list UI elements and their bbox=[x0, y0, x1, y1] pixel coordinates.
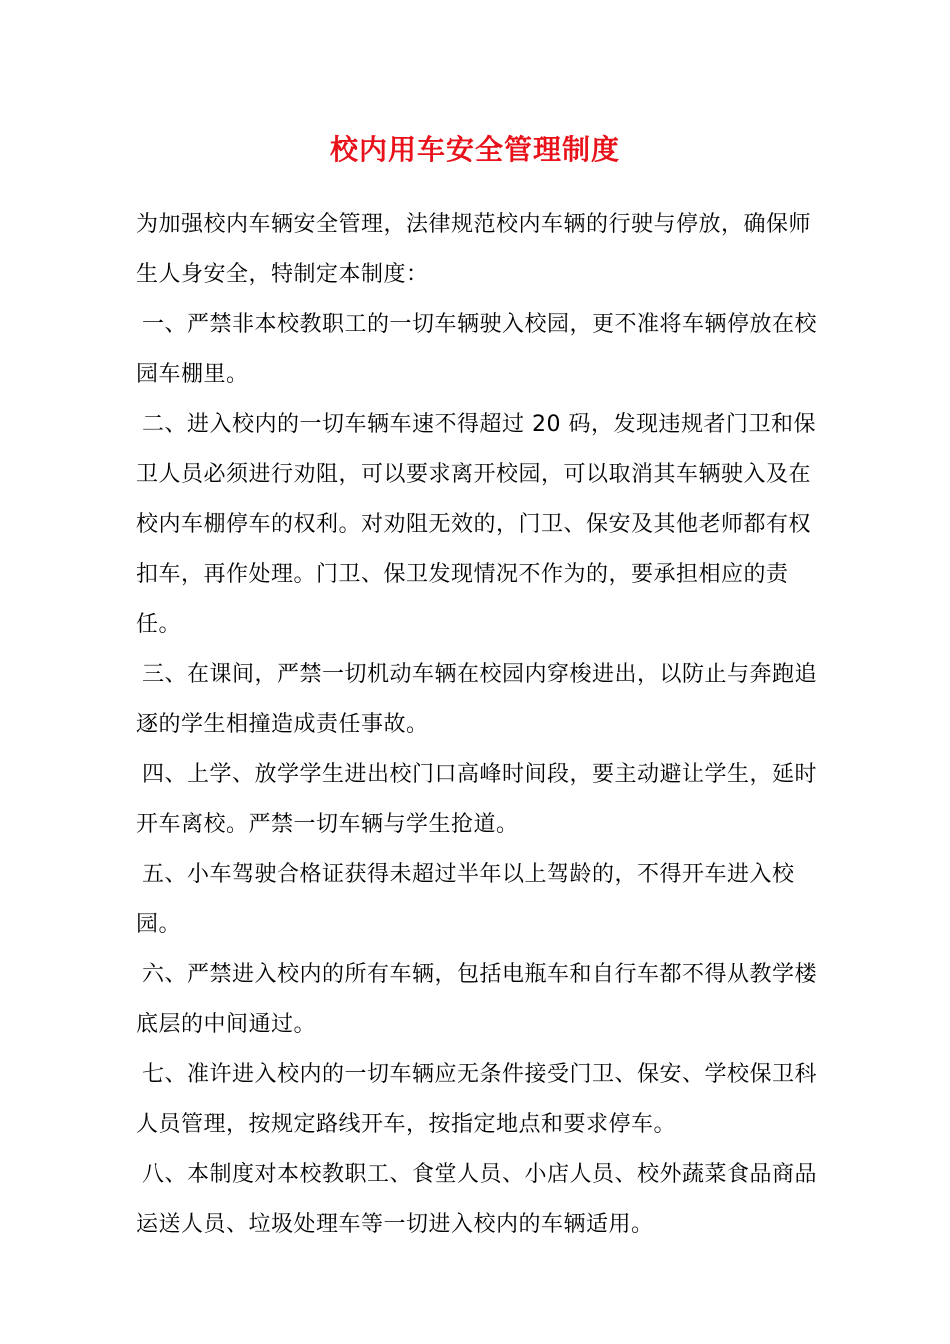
rule-item-6: 六、严禁进入校内的所有车辆，包括电瓶车和自行车都不得从教学楼底层的中间通过。 bbox=[136, 962, 818, 1037]
rule-item-3: 三、在课间，严禁一切机动车辆在校园内穿梭进出，以防止与奔跑追逐的学生相撞造成责任事故。 bbox=[136, 662, 818, 737]
intro-paragraph: 为加强校内车辆安全管理，法律规范校内车辆的行驶与停放，确保师生人身安全，特制定本制度： bbox=[136, 212, 812, 287]
document-body bbox=[136, 200, 826, 1250]
document-title: 校内用车安全管理制度 bbox=[329, 133, 620, 166]
rule-item-2: 二、进入校内的一切车辆车速不得超过 20 码，发现违规者门卫和保卫人员必须进行劝阻，可以要求离开校园，可以取消其车辆驶入及在校内车棚停车的权利。对劝阻无效的，门卫、保安及其他老师都有权扣车，再作处理。门卫、保卫发现情况不作为的，要承担相应的责任。 bbox=[136, 412, 816, 637]
rule-item-4: 四、上学、放学学生进出校门口高峰时间段，要主动避让学生，延时开车离校。严禁一切车辆与学生抢道。 bbox=[136, 762, 818, 837]
rule-item-8: 八、本制度对本校教职工、食堂人员、小店人员、校外蔬菜食品商品运送人员、垃圾处理车等一切进入校内的车辆适用。 bbox=[136, 1162, 818, 1237]
rule-item-1: 一、严禁非本校教职工的一切车辆驶入校园，更不准将车辆停放在校园车棚里。 bbox=[136, 312, 818, 387]
rule-item-7: 七、准许进入校内的一切车辆应无条件接受门卫、保安、学校保卫科人员管理，按规定路线开车，按指定地点和要求停车。 bbox=[136, 1062, 818, 1137]
rule-item-5: 五、小车驾驶合格证获得未超过半年以上驾龄的，不得开车进入校园。 bbox=[136, 862, 795, 937]
